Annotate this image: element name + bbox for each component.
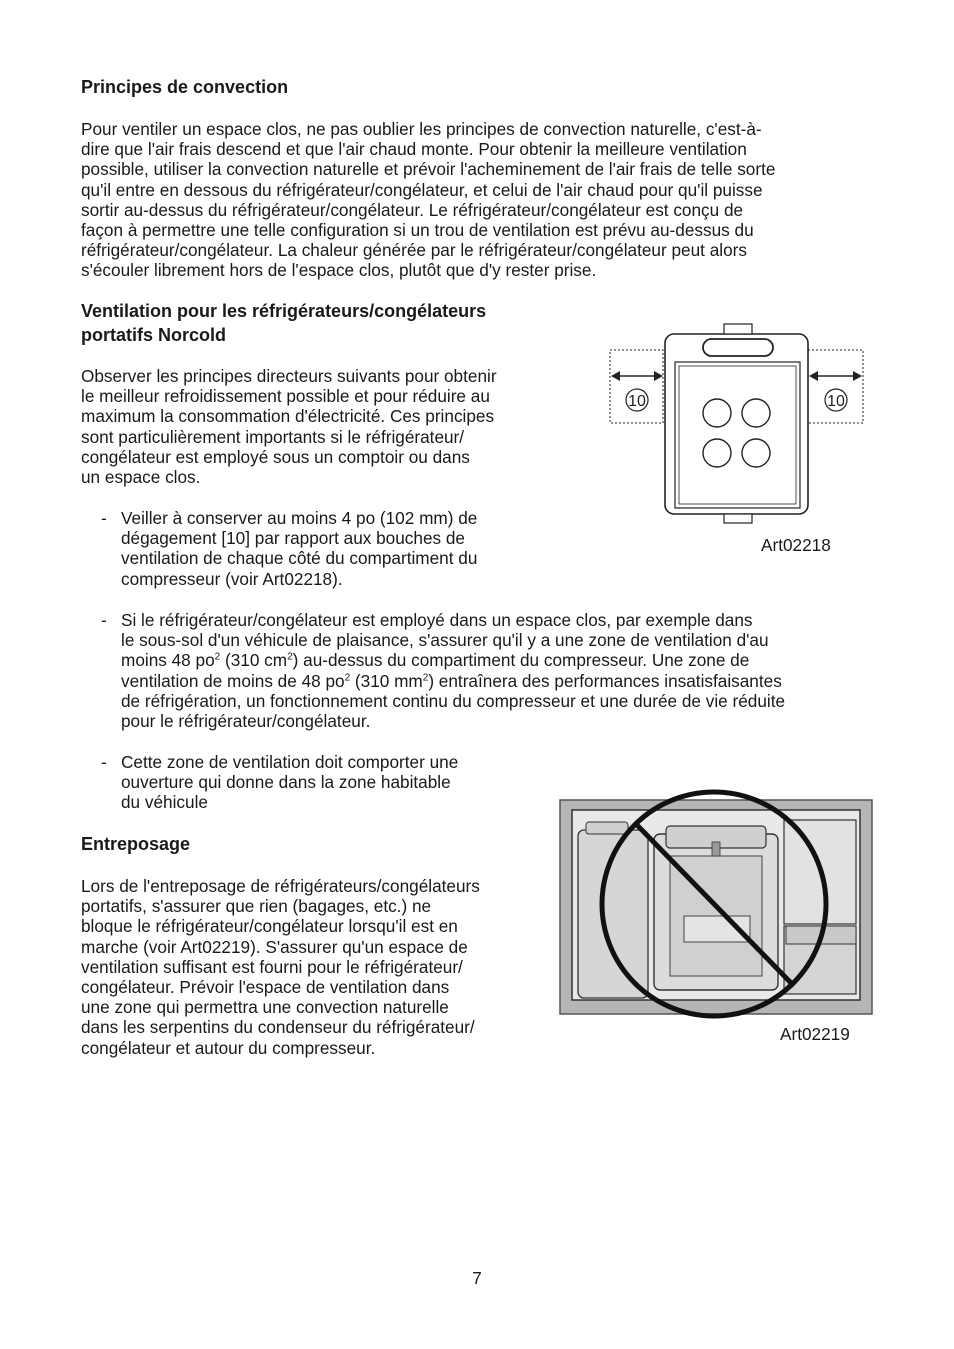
fridge-body bbox=[665, 334, 808, 514]
paragraph-entreposage bbox=[81, 876, 480, 1058]
heading-entreposage: Entreposage bbox=[81, 834, 191, 854]
text-line: une zone qui permettra une convection naturelle bbox=[81, 997, 449, 1018]
text-line: qu'il entre en dessous du réfrigérateur/congélateur, et celui de l'air chaud pour qu'il puisse bbox=[81, 179, 763, 200]
text-line: ventilation de chaque côté du compartiment du bbox=[121, 548, 478, 569]
paragraph-convection bbox=[81, 119, 775, 281]
text-line: Cette zone de ventilation doit comporter une bbox=[121, 752, 459, 772]
callout-label-left: 10 bbox=[628, 393, 646, 410]
text-line bbox=[121, 650, 785, 670]
text-line: sortir au-dessus du réfrigérateur/congélateur. Le réfrigérateur/congélateur est conçu de bbox=[81, 199, 744, 220]
bullet-dash: - bbox=[101, 752, 107, 772]
text-line: Lors de l'entreposage de réfrigérateurs/congélateurs bbox=[81, 876, 480, 896]
text-line: ventilation suffisant est fourni pour le réfrigérateur/ bbox=[81, 956, 463, 977]
double-arrow-right bbox=[809, 371, 862, 381]
text-line: dans les serpentins du condenseur du réfrigérateur/ bbox=[81, 1017, 475, 1038]
clearance-zone-left bbox=[610, 350, 663, 423]
heading-ventilation bbox=[81, 301, 486, 346]
text-line: dire que l'air frais descend et que l'air chaud monte. Pour obtenir la meilleure ventilation bbox=[81, 139, 747, 160]
text-line: de réfrigération, un fonctionnement continu du compresseur et une durée de vie réduite bbox=[121, 690, 786, 711]
bullet-item bbox=[101, 752, 561, 814]
page-number: 7 bbox=[472, 1268, 482, 1288]
text-line: Veiller à conserver au moins 4 po (102 mm) de bbox=[121, 508, 478, 528]
fridge-clearance-diagram bbox=[605, 320, 870, 530]
superscript: 2 bbox=[287, 651, 293, 663]
text-line: façon à permettre une telle configuration si un trou de ventilation est prévu au-dessus du bbox=[81, 220, 754, 241]
text-line: compresseur (voir Art02218). bbox=[121, 568, 343, 589]
heading-convection: Principes de convection bbox=[81, 77, 289, 97]
text-line: pour le réfrigérateur/congélateur. bbox=[121, 711, 371, 732]
bullet-text bbox=[121, 752, 458, 813]
heading-line: Ventilation pour les réfrigérateurs/congélateurs bbox=[81, 301, 487, 321]
text-line: portatifs, s'assurer que rien (bagages, etc.) ne bbox=[81, 896, 432, 917]
superscript: 2 bbox=[344, 671, 351, 683]
text-line: marche (voir Art02219). S'assurer qu'un espace de bbox=[81, 936, 468, 957]
superscript: 2 bbox=[214, 651, 221, 663]
text-line: du véhicule bbox=[121, 792, 208, 813]
bullet-item bbox=[101, 610, 881, 734]
bullet-text bbox=[121, 508, 477, 589]
fridge-top-tab bbox=[724, 324, 752, 334]
text-line: Observer les principes directeurs suivants pour obtenir bbox=[81, 366, 497, 386]
blocked-storage-illustration bbox=[558, 786, 876, 1022]
text-line: s'écouler librement hors de l'espace clos, plutôt que d'y rester prise. bbox=[81, 260, 597, 281]
bullet-dash: - bbox=[101, 508, 107, 528]
text-line bbox=[121, 671, 785, 691]
text-line: sont particulièrement importants si le réfrigérateur/ bbox=[81, 426, 465, 447]
text-line: réfrigérateur/congélateur. La chaleur générée par le réfrigérateur/congélateur peut alors bbox=[81, 240, 747, 261]
text-line: Si le réfrigérateur/congélateur est employé dans un espace clos, par exemple dans bbox=[121, 610, 753, 630]
fridge-latch bbox=[712, 842, 720, 856]
text-run: ventilation de moins de 48 po bbox=[121, 670, 345, 691]
text-line: le sous-sol d'un véhicule de plaisance, s'assurer qu'il y a une zone de ventilation d'au bbox=[121, 630, 769, 651]
text-line: Pour ventiler un espace clos, ne pas oublier les principes de convection naturelle, c'est-à- bbox=[81, 119, 762, 139]
luggage-handle bbox=[586, 822, 628, 834]
fridge-handle bbox=[703, 339, 773, 356]
text-line: maximum la consommation d'électricité. Ces principes bbox=[81, 406, 495, 427]
bullet-dash: - bbox=[101, 610, 107, 630]
fridge-bottom-tab bbox=[724, 514, 752, 523]
paragraph-ventilation bbox=[81, 366, 497, 487]
bullet-item bbox=[101, 508, 561, 590]
text-run: ) entraînera des performances insatisfaisantes bbox=[428, 670, 782, 691]
figure-caption: Art02218 bbox=[761, 535, 831, 555]
text-line: ouverture qui donne dans la zone habitable bbox=[121, 772, 451, 793]
superscript: 2 bbox=[422, 671, 429, 683]
callout-label-right: 10 bbox=[827, 393, 845, 410]
heading-line: portatifs Norcold bbox=[81, 325, 227, 345]
double-arrow-left bbox=[611, 371, 663, 381]
text-line: un espace clos. bbox=[81, 467, 201, 488]
text-run: (310 mm bbox=[350, 670, 423, 691]
text-run: (310 cm bbox=[220, 650, 288, 671]
figure-caption: Art02219 bbox=[780, 1024, 850, 1044]
clearance-zone-right bbox=[808, 350, 863, 423]
text-run: ) au-dessus du compartiment du compresseur. Une zone de bbox=[292, 650, 750, 671]
text-line: bloque le réfrigérateur/congélateur lorsqu'il est en bbox=[81, 916, 458, 937]
text-line: congélateur est employé sous un comptoir ou dans bbox=[81, 446, 470, 467]
text-line: le meilleur refroidissement possible et pour réduire au bbox=[81, 386, 490, 407]
text-line: possible, utiliser la convection naturelle et prévoir l'acheminement de l'air frais de telle sorte bbox=[81, 159, 776, 180]
text-line: congélateur et autour du compresseur. bbox=[81, 1037, 376, 1058]
bullet-text bbox=[121, 610, 785, 731]
text-run: moins 48 po bbox=[121, 650, 215, 671]
text-line: congélateur. Prévoir l'espace de ventilation dans bbox=[81, 977, 450, 998]
text-line: dégagement [10] par rapport aux bouches de bbox=[121, 528, 465, 549]
